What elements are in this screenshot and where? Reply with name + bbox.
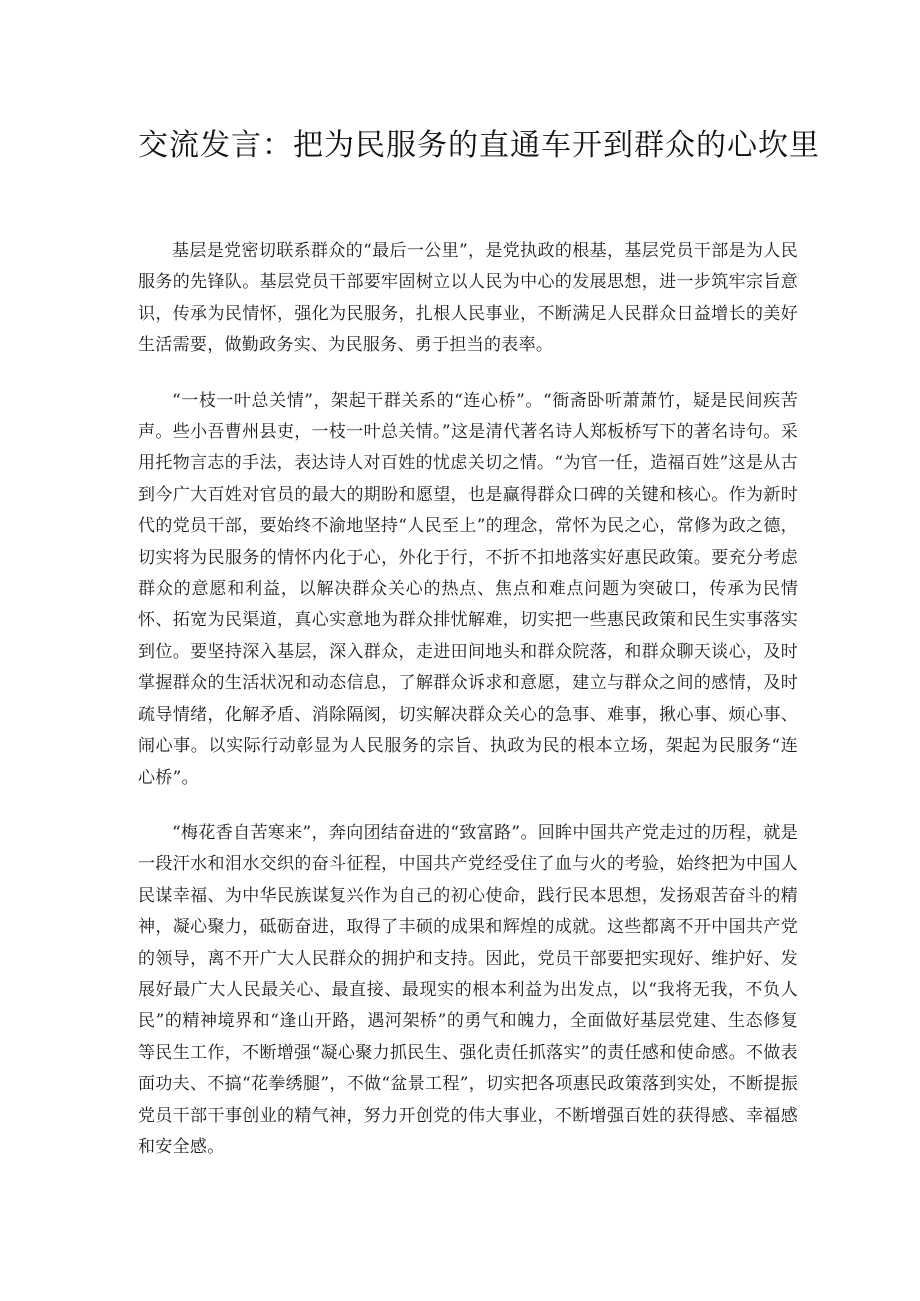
paragraph-1: 基层是党密切联系群众的“最后一公里”，是党执政的根基，基层党员干部是为人民服务的先锋队。基层党员干部要牢固树立以人民为中心的发展思想，进一步筑牢宗旨意识，传承为民情怀，强化为民服务，扎根人民事业，不断满足人民群众日益增长的美好生活需要，做勤政务实、为民服务、勇于担当的表率。 [138, 241, 798, 356]
document-title: 交流发言：把为民服务的直通车开到群众的心坎里 [138, 128, 820, 163]
paragraph-3: “梅花香自苦寒来”，奔向团结奋进的“致富路”。回眸中国共产党走过的历程，就是一段汗水和泪水交织的奋斗征程，中国共产党经受住了血与火的考验，始终把为中国人民谋幸福、为中华民族谋复兴作为自己的初心使命，践行民本思想，发扬艰苦奋斗的精神，凝心聚力，砥砺奋进，取得了丰硕的成果和辉煌的成就。这些都离不开中国共产党的领导，离不开广大人民群众的拥护和支持。因此，党员干部要把实现好、维护好、发展好最广大人民最关心、最直接、最现实的根本利益为出发点，以“我将无我，不负人民”的精神境界和“逢山开路，遇河架桥”的勇气和魄力，全面做好基层党建、生态修复等民生工作，不断增强“凝心聚力抓民生、强化责任抓落实”的责任感和使命感。不做表面功夫、不搞“花拳绣腿”，不做“盆景工程”，切实把各项惠民政策落到实处，不断提振党员干部干事创业的精气神，努力开创党的伟大事业，不断增强百姓的获得感、幸福感和安全感。 [138, 822, 798, 1157]
paragraph-2: “一枝一叶总关情”，架起干群关系的“连心桥”。“衙斋卧听萧萧竹，疑是民间疾苦声。些小吾曹州县吏，一枝一叶总关情。”这是清代著名诗人郑板桥写下的著名诗句。采用托物言志的手法，表达诗人对百姓的忧虑关切之情。“为官一任，造福百姓”这是从古到今广大百姓对官员的最大的期盼和愿望，也是赢得群众口碑的关键和核心。作为新时代的党员干部，要始终不渝地坚持“人民至上”的理念，常怀为民之心，常修为政之德，切实将为民服务的情怀内化于心，外化于行，不折不扣地落实好惠民政策。要充分考虑群众的意愿和利益，以解决群众关心的热点、焦点和难点问题为突破口，传承为民情怀、拓宽为民渠道，真心实意地为群众排忧解难，切实把一些惠民政策和民生实事落实到位。要坚持深入基层，深入群众，走进田间地头和群众院落，和群众聊天谈心，及时掌握群众的生活状况和动态信息，了解群众诉求和意愿，建立与群众之间的感情，及时疏导情绪，化解矛盾、消除隔阂，切实解决群众关心的急事、难事，揪心事、烦心事、闹心事。以实际行动彰显为人民服务的宗旨、执政为民的根本立场，架起为民服务“连心桥”。 [138, 390, 798, 788]
document-body [138, 236, 798, 1187]
